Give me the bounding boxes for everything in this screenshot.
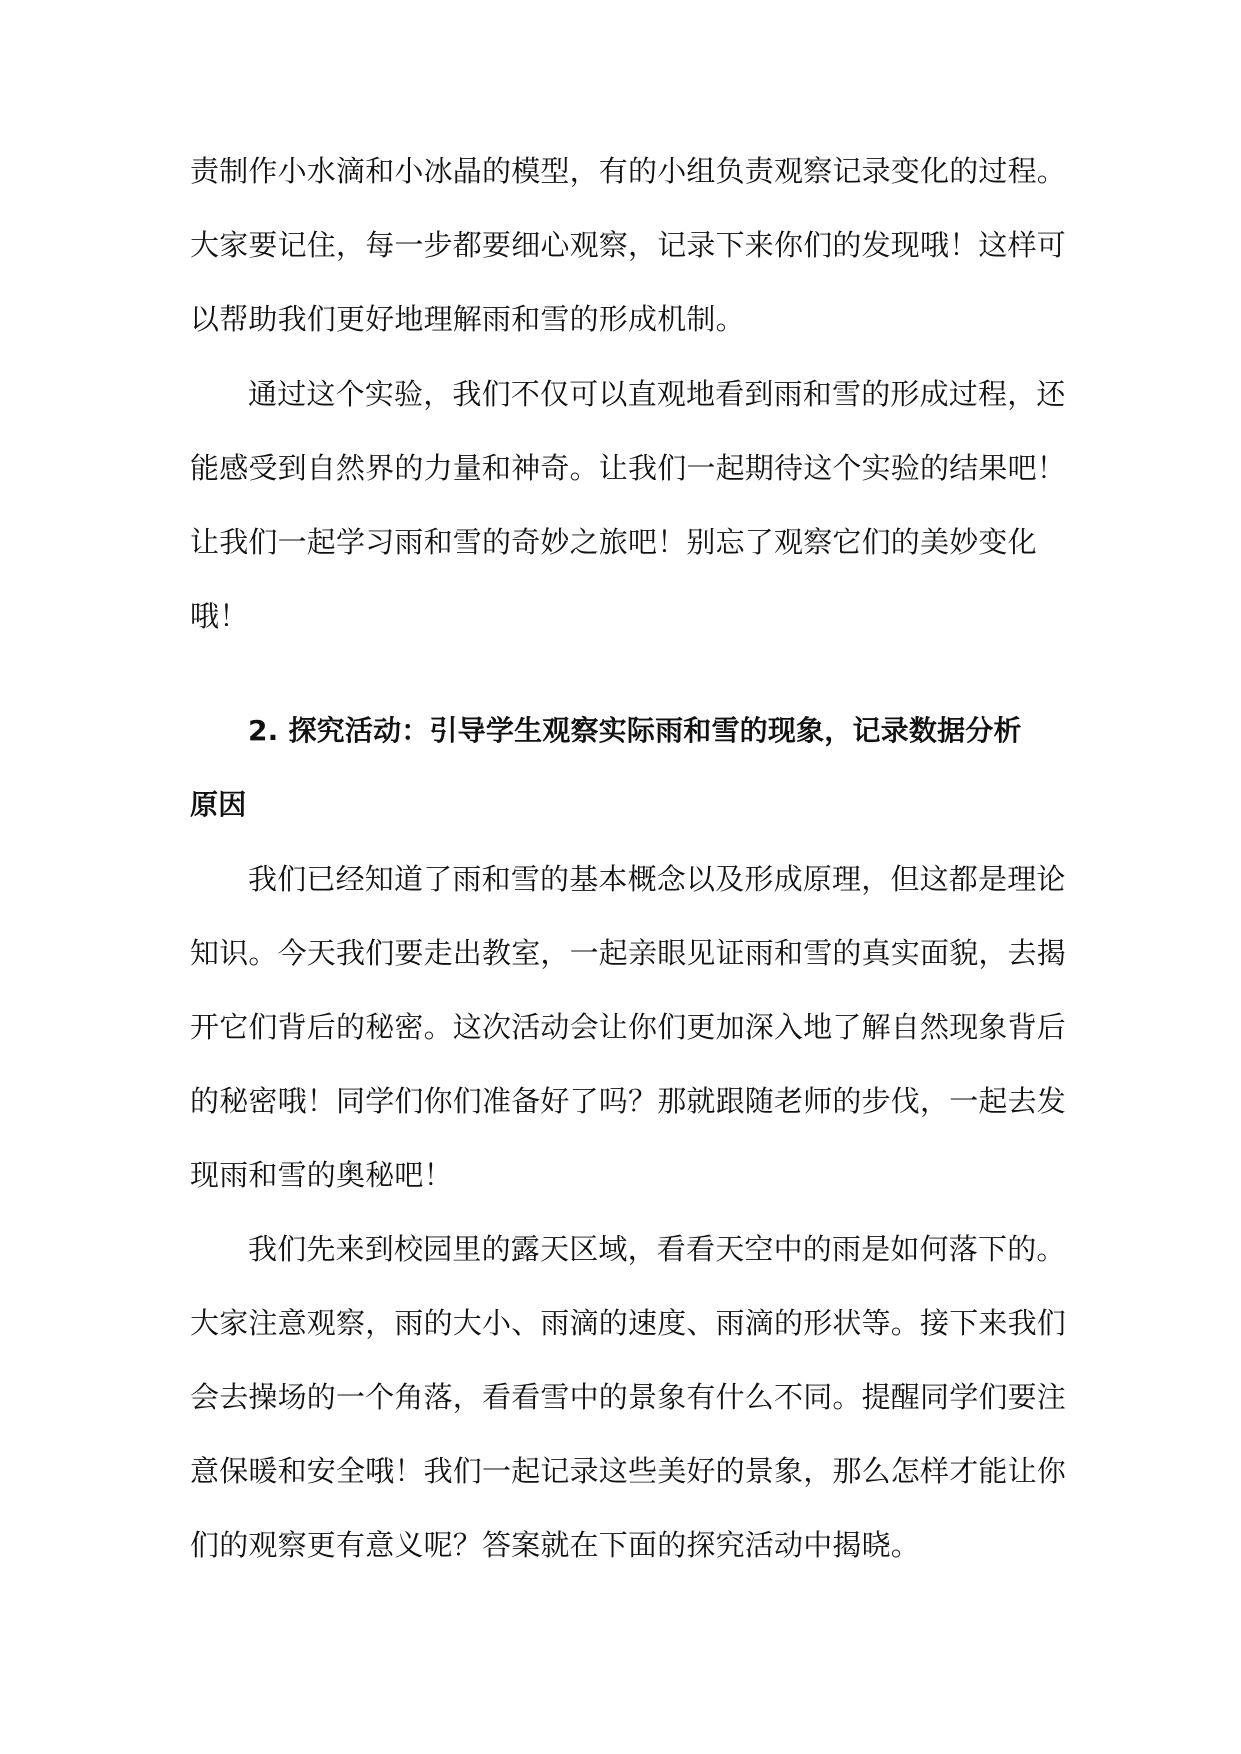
paragraph-3-line-2: 知识。今天我们要走出教室，一起亲眼见证雨和雪的真实面貌，去揭	[190, 936, 1067, 970]
paragraph-4-line-3: 会去操场的一个角落，看看雪中的景象有什么不同。提醒同学们要注	[190, 1380, 1067, 1414]
paragraph-2-line-3: 让我们一起学习雨和雪的奇妙之旅吧！别忘了观察它们的美妙变化	[190, 525, 1037, 559]
section-heading-line-1: 2. 探究活动：引导学生观察实际雨和雪的现象，记录数据分析	[248, 714, 1022, 747]
paragraph-2-line-4: 哦！	[190, 599, 249, 633]
paragraph-3-line-3: 开它们背后的秘密。这次活动会让你们更加深入地了解自然现象背后	[190, 1010, 1067, 1044]
paragraph-4-line-1: 我们先来到校园里的露天区域，看看天空中的雨是如何落下的。	[248, 1232, 1066, 1266]
paragraph-4-line-2: 大家注意观察，雨的大小、雨滴的速度、雨滴的形状等。接下来我们	[190, 1306, 1067, 1340]
paragraph-3-line-5: 现雨和雪的奥秘吧！	[190, 1158, 453, 1192]
paragraph-4-line-5: 们的观察更有意义呢？答案就在下面的探究活动中揭晓。	[190, 1528, 921, 1562]
paragraph-1-line-1: 责制作小水滴和小冰晶的模型，有的小组负责观察记录变化的过程。	[190, 154, 1067, 188]
paragraph-2-line-2: 能感受到自然界的力量和神奇。让我们一起期待这个实验的结果吧！	[190, 451, 1067, 485]
paragraph-3-line-1: 我们已经知道了雨和雪的基本概念以及形成原理，但这都是理论	[248, 862, 1066, 896]
paragraph-1-line-2: 大家要记住，每一步都要细心观察，记录下来你们的发现哦！这样可	[190, 228, 1067, 262]
paragraph-2-line-1: 通过这个实验，我们不仅可以直观地看到雨和雪的形成过程，还	[248, 377, 1066, 411]
paragraph-3-line-4: 的秘密哦！同学们你们准备好了吗？那就跟随老师的步伐，一起去发	[190, 1084, 1067, 1118]
section-heading-line-2: 原因	[190, 788, 247, 821]
paragraph-1-line-3: 以帮助我们更好地理解雨和雪的形成机制。	[190, 302, 745, 336]
paragraph-4-line-4: 意保暖和安全哦！我们一起记录这些美好的景象，那么怎样才能让你	[190, 1454, 1067, 1488]
